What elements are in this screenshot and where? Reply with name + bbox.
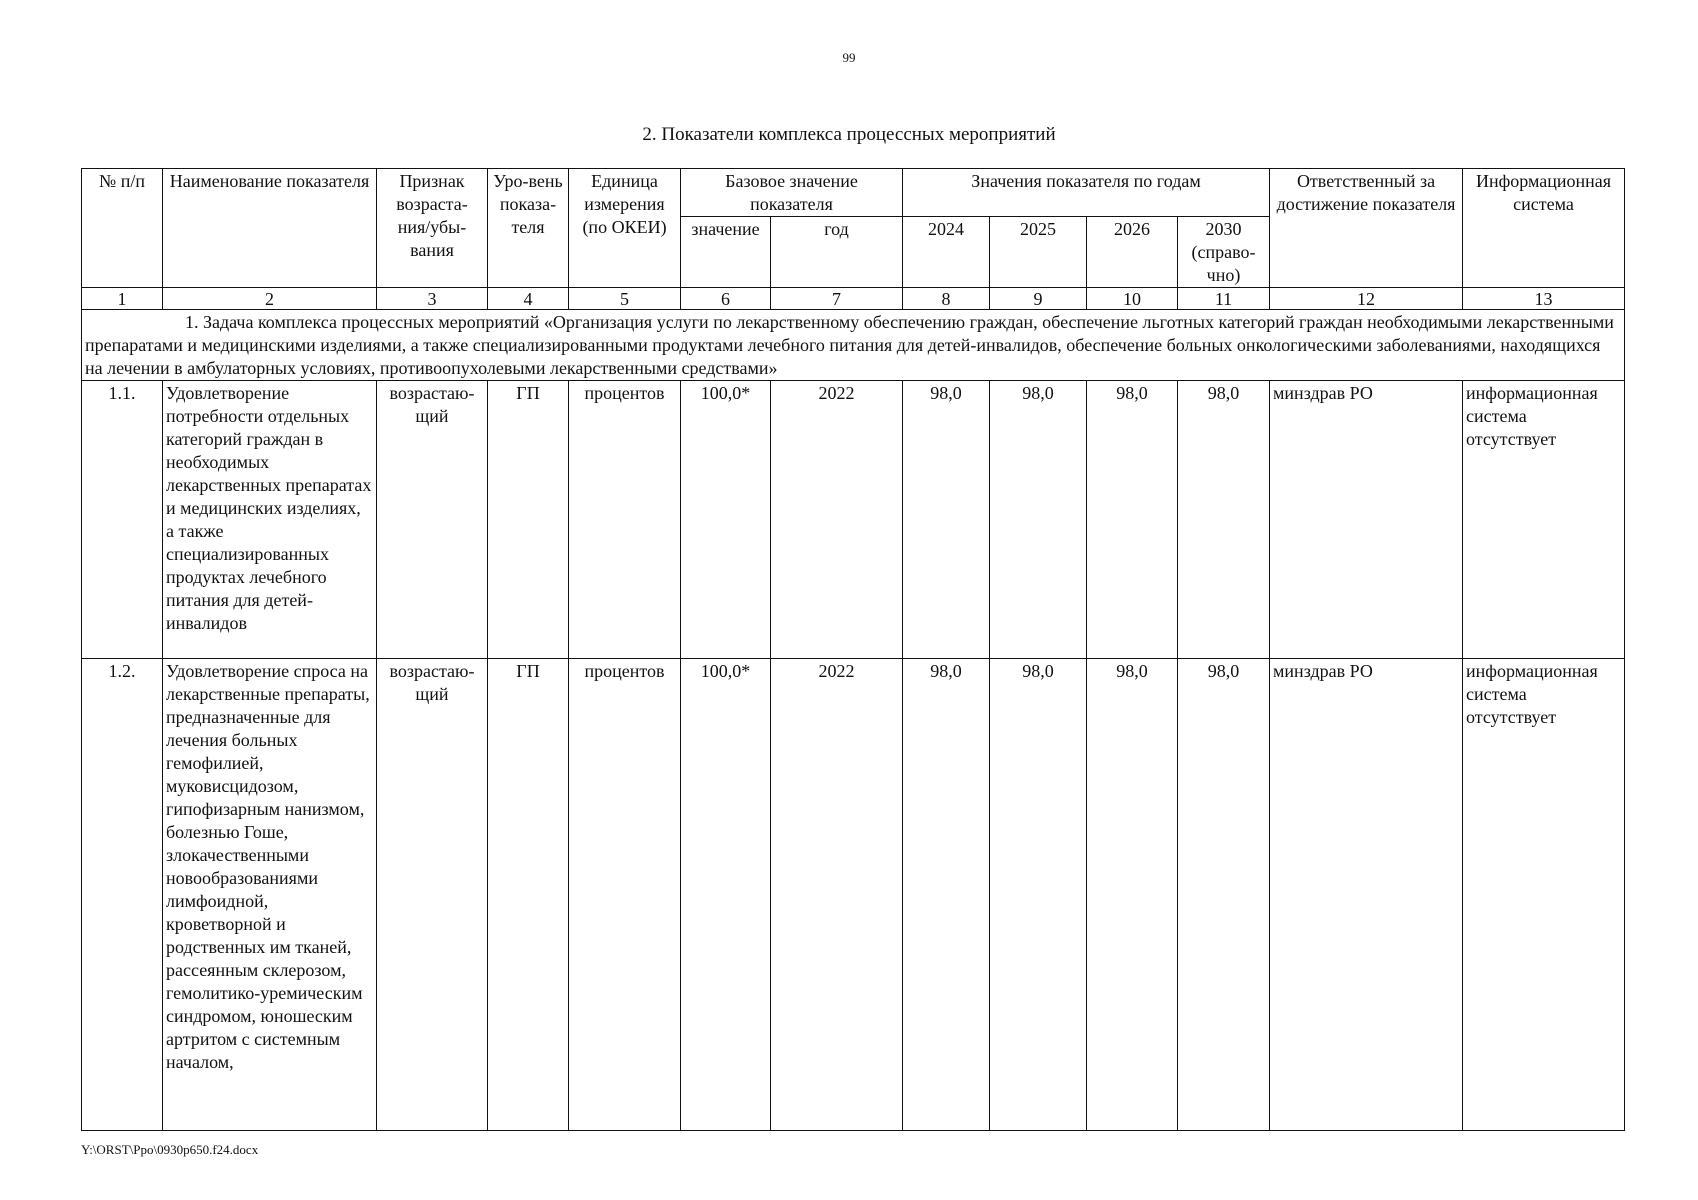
header-row-1 (82, 169, 1625, 217)
header-base-year: год (771, 217, 903, 288)
column-number: 8 (903, 288, 990, 310)
row-base-value: 100,0* (681, 659, 771, 1131)
row-2024: 98,0 (903, 659, 990, 1131)
header-name: Наименование показателя (163, 169, 377, 288)
header-2024: 2024 (903, 217, 990, 288)
column-number: 9 (990, 288, 1087, 310)
column-number: 2 (163, 288, 377, 310)
footer-file-path: Y:\ORST\Ppo\0930p650.f24.docx (81, 1142, 259, 1157)
indicators-table (81, 168, 1625, 1131)
section-title: 2. Показатели комплекса процессных мероприятий (642, 124, 1056, 145)
header-unit: Единица измерения (по ОКЕИ) (569, 169, 681, 288)
row-2030: 98,0 (1178, 381, 1270, 659)
row-unit: процентов (569, 381, 681, 659)
row-base-value: 100,0* (681, 381, 771, 659)
row-num: 1.1. (82, 381, 163, 659)
row-system: информационная система отсутствует (1463, 381, 1625, 659)
header-2026: 2026 (1087, 217, 1178, 288)
task-text: 1. Задача комплекса процессных мероприятий «Организация услуги по лекарственному обеспечению граждан, обеспечение льготных категорий граждан необходимыми лекарственными препаратами и медицинскими изделиями, а также специализированными продуктами лечебного питания для детей-инвалидов, обеспечение больных онкологическими заболеваниями, находящихся на лечении в амбулаторных условиях, противоопухолевыми лекарственными средствами» (85, 312, 1614, 378)
header-sign: Признак возраста-ния/убы-вания (377, 169, 488, 288)
task-row (82, 310, 1625, 381)
table-row (82, 381, 1625, 659)
column-number: 6 (681, 288, 771, 310)
column-number: 13 (1463, 288, 1625, 310)
header-level: Уро-вень показа-теля (488, 169, 569, 288)
row-level: ГП (488, 381, 569, 659)
column-number: 5 (569, 288, 681, 310)
row-base-year: 2022 (771, 659, 903, 1131)
header-base-group: Базовое значение показателя (681, 169, 903, 217)
table-row (82, 659, 1625, 1131)
row-sign: возрастаю-щий (377, 659, 488, 1131)
row-sign: возрастаю-щий (377, 381, 488, 659)
column-number: 4 (488, 288, 569, 310)
header-num: № п/п (82, 169, 163, 288)
column-number: 1 (82, 288, 163, 310)
row-responsible: минздрав РО (1270, 659, 1463, 1131)
row-2026: 98,0 (1087, 381, 1178, 659)
column-number: 7 (771, 288, 903, 310)
row-responsible: минздрав РО (1270, 381, 1463, 659)
column-number: 12 (1270, 288, 1463, 310)
row-base-year: 2022 (771, 381, 903, 659)
row-num: 1.2. (82, 659, 163, 1131)
column-number: 3 (377, 288, 488, 310)
header-responsible: Ответственный за достижение показателя (1270, 169, 1463, 288)
row-2025: 98,0 (990, 659, 1087, 1131)
row-level: ГП (488, 659, 569, 1131)
row-2024: 98,0 (903, 381, 990, 659)
header-base-value: значение (681, 217, 771, 288)
task-description (82, 310, 1625, 381)
column-number: 10 (1087, 288, 1178, 310)
row-unit: процентов (569, 659, 681, 1131)
row-2030: 98,0 (1178, 659, 1270, 1131)
page-number: 99 (842, 50, 856, 65)
header-2030: 2030 (справо-чно) (1178, 217, 1270, 288)
header-system: Информационная система (1463, 169, 1625, 288)
column-number-row (82, 288, 1625, 310)
row-2026: 98,0 (1087, 659, 1178, 1131)
row-2025: 98,0 (990, 381, 1087, 659)
header-years-group: Значения показателя по годам (903, 169, 1270, 217)
row-system: информационная система отсутствует (1463, 659, 1625, 1131)
header-2025: 2025 (990, 217, 1087, 288)
row-name: Удовлетворение потребности отдельных категорий граждан в необходимых лекарственных препаратах и медицинских изделиях, а также специализированных продуктах лечебного питания для детей-инвалидов (163, 381, 377, 659)
column-number: 11 (1178, 288, 1270, 310)
row-name: Удовлетворение спроса на лекарственные препараты, предназначенные для лечения больных гемофилией, муковисцидозом, гипофизарным нанизмом, болезнью Гоше, злокачественными новообразованиями лимфоидной, кроветворной и родственных им тканей, рассеянным склерозом, гемолитико-уремическим синдромом, юношеским артритом с системным началом, (163, 659, 377, 1131)
